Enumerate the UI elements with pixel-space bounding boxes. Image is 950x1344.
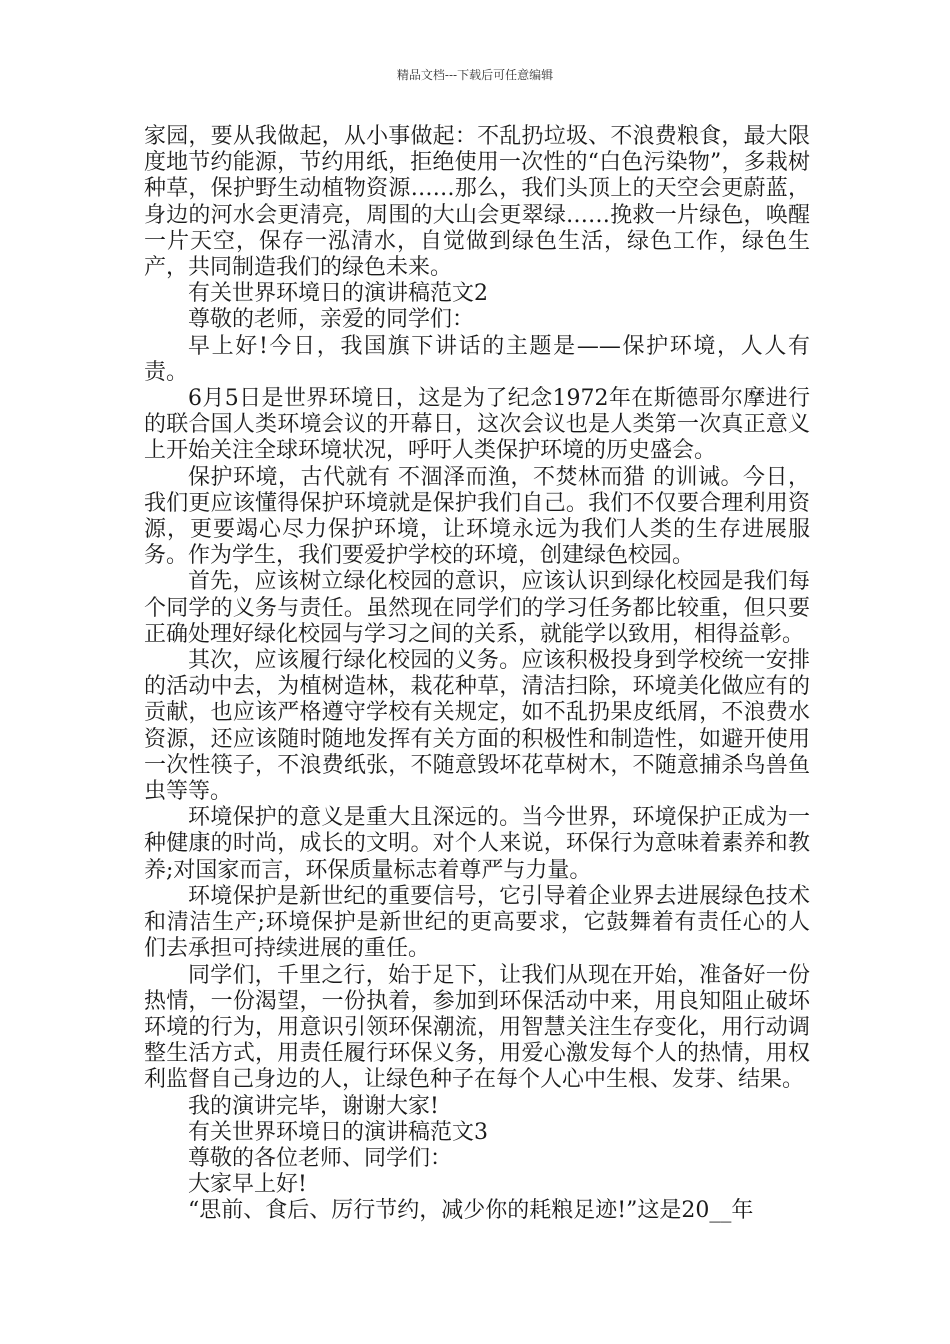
paragraph: 尊敬的老师，亲爱的同学们： xyxy=(188,307,475,333)
paragraph: 保护环境，古代就有 不涸泽而渔，不焚林而猎 的训诫。今日，我们更应该懂得保护环境就是保护我们自己。我们不仅要合理利用资源，更要竭心尽力保护环境，让环境永远为我们人类的生存进展服务。作为学生，我们要爱护学校的环境，创建绿色校园。 xyxy=(144,464,810,569)
paragraph: “思前、食后、厉行节约，减少你的耗粮足迹!”这是20__年 xyxy=(188,1198,754,1224)
paragraph: 有关世界环境日的演讲稿范文3 xyxy=(188,1119,488,1145)
document-body xyxy=(144,124,810,1225)
paragraph: 尊敬的各位老师、同学们： xyxy=(188,1145,453,1171)
paragraph: 环境保护的意义是重大且深远的。当今世界，环境保护正成为一种健康的时尚，成长的文明。对个人来说，环保行为意味着素养和教养;对国家而言，环保质量标志着尊严与力量。 xyxy=(144,805,810,883)
paragraph: 大家早上好! xyxy=(188,1172,307,1198)
paragraph: 首先，应该树立绿化校园的意识，应该认识到绿化校园是我们每个同学的义务与责任。虽然现在同学们的学习任务都比较重，但只要正确处理好绿化校园与学习之间的关系，就能学以致用，相得益彰。 xyxy=(144,569,810,647)
paragraph: 我的演讲完毕，谢谢大家! xyxy=(188,1093,439,1119)
paragraph: 早上好!今日，我国旗下讲话的主题是——保护环境，人人有责。 xyxy=(144,333,810,385)
page-header-note: 精品文档---下载后可任意编辑 xyxy=(396,68,554,82)
paragraph: 其次，应该履行绿化校园的义务。应该积极投身到学校统一安排的活动中去，为植树造林，栽花种草，清洁扫除，环境美化做应有的贡献，也应该严格遵守学校有关规定，如不乱扔果皮纸屑，不浪费水资源，还应该随时随地发挥有关方面的积极性和制造性，如避开使用一次性筷子，不浪费纸张，不随意毁坏花草树木，不随意捕杀鸟兽鱼虫等等。 xyxy=(144,648,810,805)
paragraph: 有关世界环境日的演讲稿范文2 xyxy=(188,281,488,307)
paragraph: 环境保护是新世纪的重要信号，它引导着企业界去进展绿色技术和清洁生产;环境保护是新世纪的更高要求，它鼓舞着有责任心的人们去承担可持续进展的重任。 xyxy=(144,883,810,962)
paragraph: 同学们，千里之行，始于足下，让我们从现在开始，准备好一份热情，一份渴望，一份执着，参加到环保活动中来，用良知阻止破坏环境的行为，用意识引领环保潮流，用智慧关注生存变化，用行动调整生活方式，用责任履行环保义务，用爱心激发每个人的热情，用权利监督自己身边的人，让绿色种子在每个人心中生根、发芽、结果。 xyxy=(144,962,810,1093)
paragraph: 6月5日是世界环境日，这是为了纪念1972年在斯德哥尔摩进行的联合国人类环境会议的开幕日，这次会议也是人类第一次真正意义上开始关注全球环境状况，呼吁人类保护环境的历史盛会。 xyxy=(144,386,810,464)
paragraph: 家园，要从我做起，从小事做起：不乱扔垃圾、不浪费粮食，最大限度地节约能源，节约用纸，拒绝使用一次性的“白色污染物”，多栽树种草，保护野生动植物资源……那么，我们头顶上的天空会更蔚蓝，身边的河水会更清亮，周围的大山会更翠绿……挽救一片绿色，唤醒一片天空，保存一泓清水，自觉做到绿色生活，绿色工作，绿色生产，共同制造我们的绿色未来。 xyxy=(144,124,810,281)
